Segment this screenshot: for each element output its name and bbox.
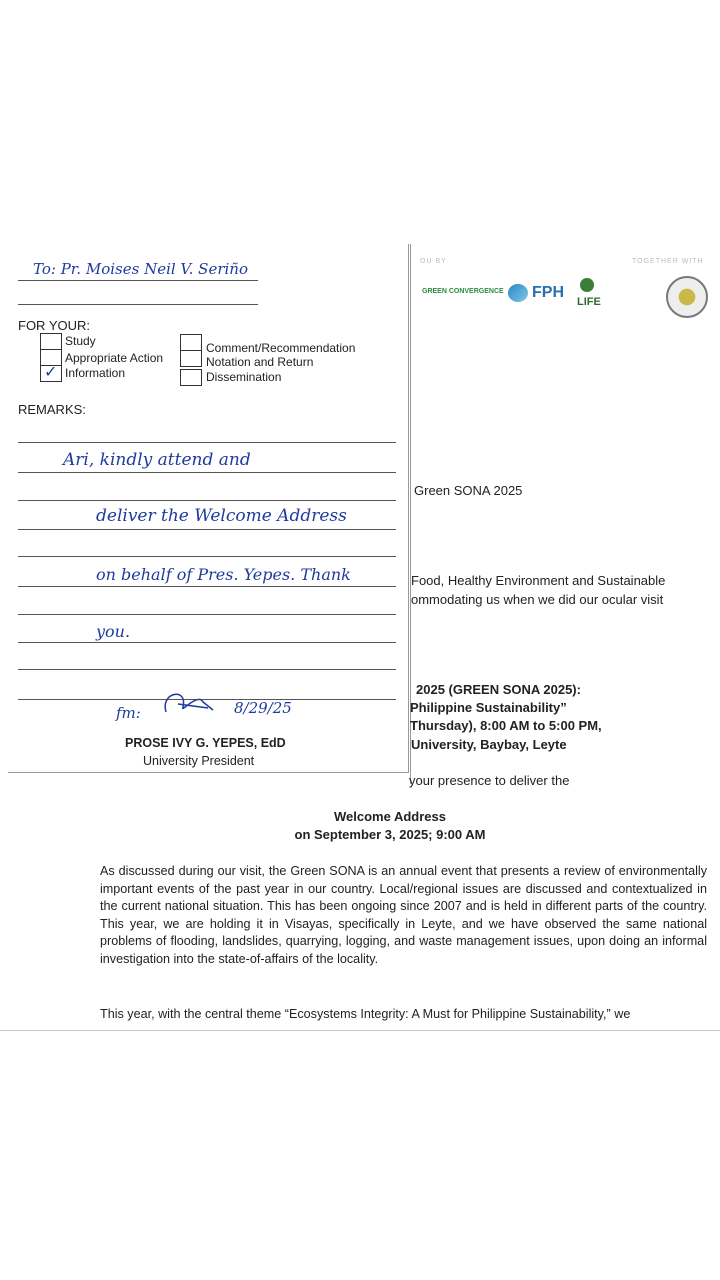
checkmark-icon: ✓ [44, 364, 58, 381]
header-left: OU BY [420, 258, 447, 265]
notation-checkbox[interactable] [180, 350, 202, 367]
to-field: To: Pr. Moises Neil V. Seriño [33, 260, 248, 278]
letter-line: ommodating us when we did our ocular visit [411, 592, 664, 607]
dissemination-label: Dissemination [206, 370, 282, 384]
remark-line: Ari, kindly attend and [63, 450, 251, 470]
remarks-label: REMARKS: [18, 402, 86, 417]
fph-logo: FPH [532, 284, 564, 301]
remark-line: you. [96, 622, 131, 641]
life-logo: LIFE [577, 296, 601, 308]
information-checkbox[interactable] [40, 365, 62, 382]
from-label: fm: [116, 704, 141, 722]
remark-line: deliver the Welcome Address [96, 506, 347, 526]
appropriate-action-label: Appropriate Action [65, 351, 164, 365]
comment-checkbox[interactable] [180, 334, 202, 351]
address-title: Welcome Address [334, 809, 446, 824]
remark-line: on behalf of Pres. Yepes. Thank [96, 565, 351, 584]
signer-title: University President [143, 754, 255, 768]
green-convergence-logo: GREEN CONVERGENCE [422, 288, 504, 295]
signer-name: PROSE IVY G. YEPES, EdD [125, 736, 286, 750]
event-title: 2025 (GREEN SONA 2025): [416, 682, 581, 697]
routing-slip [8, 244, 409, 773]
letter-line: Green SONA 2025 [414, 483, 523, 498]
address-date: on September 3, 2025; 9:00 AM [294, 827, 486, 842]
information-label: Information [65, 366, 126, 380]
event-venue: University, Baybay, Leyte [411, 737, 567, 752]
event-time: Thursday), 8:00 AM to 5:00 PM, [410, 718, 602, 733]
for-your-label: FOR YOUR: [18, 318, 90, 333]
body-paragraph: This year, with the central theme “Ecosystems Integrity: A Must for Philippine Sustainability,” we [100, 1007, 631, 1021]
dissemination-checkbox[interactable] [180, 369, 202, 386]
university-seal-icon [666, 276, 708, 318]
header-right: TOGETHER WITH [632, 258, 704, 265]
life-logo-icon [580, 278, 594, 292]
event-theme: Philippine Sustainability” [410, 700, 567, 715]
date: 8/29/25 [234, 699, 292, 717]
document-photo [0, 244, 720, 1031]
study-checkbox[interactable] [40, 333, 62, 350]
body-paragraph: As discussed during our visit, the Green SONA is an annual event that presents a review of environmentally important events of the past year in our country. Local/regional issues are discussed and contextualized in the current national situation. This has been ongoing since 2007 and is held in different parts of the country. This year, we are holding it in Visayas, specifically in Leyte, and we have observed the same national problems of flooding, landslides, quarrying, logging, and waste management issues, upon doing an informal investigation into the state-of-affairs of the locality. [100, 864, 707, 966]
letter-line: your presence to deliver the [409, 773, 570, 788]
fph-logo-icon [508, 284, 528, 302]
notation-label: Notation and Return [206, 355, 314, 369]
signature-icon [158, 682, 216, 722]
study-label: Study [65, 334, 96, 348]
comment-label: Comment/Recommendation [206, 341, 356, 355]
letter-line: Food, Healthy Environment and Sustainable [411, 573, 666, 588]
